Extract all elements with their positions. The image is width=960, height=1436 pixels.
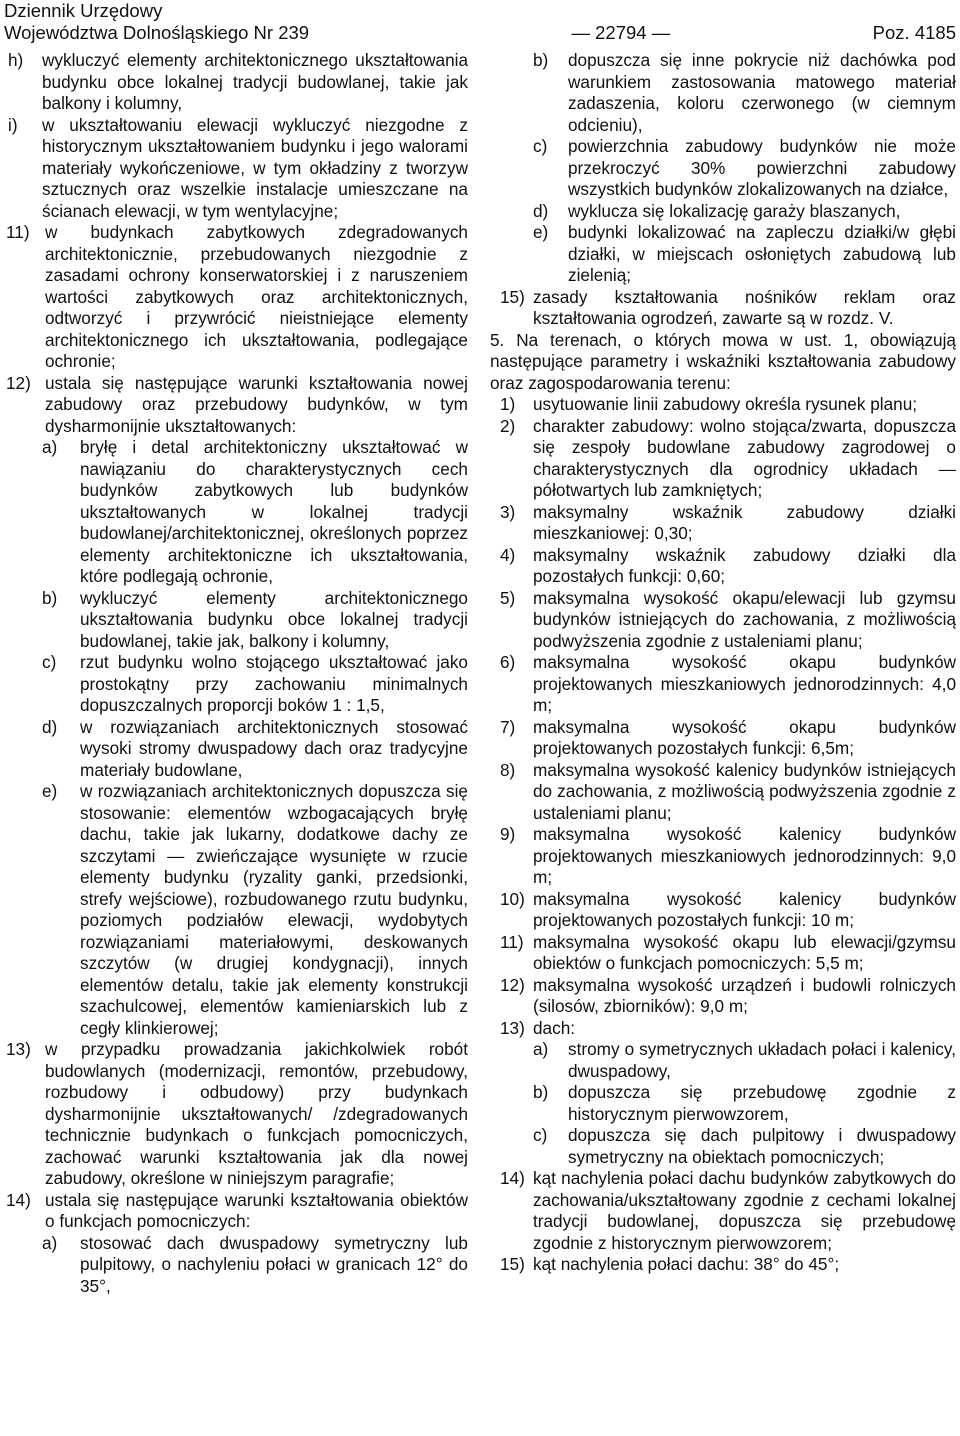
item-label: 9) <box>500 824 516 844</box>
item-label: b) <box>533 1082 549 1102</box>
list-item <box>490 824 956 889</box>
item-text: dopuszcza się inne pokrycie niż dachówka pod warunkiem zastosowania matowego materiał zadaszenia, koloru czerwonego (w ciemnym odcieniu), <box>568 50 956 135</box>
item-text: bryłę i detal architektoniczny ukształtować w nawiązaniu do charakterystycznych cech budynków zabytkowych lub budynków ukształtowanych w lokalnej tradycji budowlanej/architektonicznej, określonych poprzez elementy architektoniczne ich ukształtowania, które podlegają ochronie, <box>80 437 468 586</box>
list-item <box>6 222 468 373</box>
left-column <box>6 50 468 1297</box>
province-label: Województwa Dolnośląskiego Nr 239 <box>4 22 310 43</box>
item-label: b) <box>533 50 549 70</box>
item-label: 10) <box>500 888 525 909</box>
item-text: ustala się następujące warunki kształtowania obiektów o funkcjach pomocniczych: <box>45 1189 468 1231</box>
item-label: a) <box>42 437 58 457</box>
item-text: rzut budynku wolno stojącego ukształtować jako prostokątny przy zachowaniu minimalnych dopuszczalnych proporcji boków 1 : 1,5, <box>80 652 468 715</box>
item-text: maksymalna wysokość okapu budynków projektowanych mieszkaniowych jednorodzinnych: 4,0 m; <box>533 652 956 715</box>
list-item <box>490 330 956 395</box>
item-text: stosować dach dwuspadowy symetryczny lub pulpitowy, o nachyleniu połaci w granicach 12° do 35°, <box>80 1232 468 1296</box>
item-label: 14) <box>500 1168 525 1188</box>
item-text: w przypadku prowadzania jakichkolwiek robót budowlanych (modernizacji, remontów, przebudowy, rozbudowy i odbudowy) przy budynkach dysharmonijnie ukształtowanych/ /zdegradowanych technicznie budynkach o funkcjach pomocniczych, zachować warunki kształtowania jak dla nowej zabudowy, określone w niniejszym paragrafie; <box>45 1039 468 1188</box>
item-label: e) <box>533 222 549 242</box>
item-text: w ukształtowaniu elewacji wykluczyć niezgodne z historycznym ukształtowaniem budynku i jego walorami materiały wykończeniowe, w tym okładziny z tworzyw sztucznych oraz wszelkie instalacje umieszczane na ścianach elewacji, w tym wentylacyjne; <box>42 114 468 221</box>
item-text: maksymalna wysokość okapu lub elewacji/gzymsu obiektów o funkcjach pomocniczych: 5,5 m; <box>533 931 956 973</box>
list-item <box>490 394 956 416</box>
page-number: — 22794 — <box>571 22 671 43</box>
item-label: c) <box>42 652 57 672</box>
item-text: wykluczyć elementy architektonicznego ukształtowania budynku obce lokalnej tradycji budowlanej, takie jak, balkony i kolumny, <box>80 587 468 651</box>
position-label: Poz. 4185 <box>872 22 956 43</box>
item-text: dach: <box>533 1017 576 1038</box>
item-label: 6) <box>500 652 516 672</box>
item-label: 13) <box>6 1039 31 1059</box>
item-text: kąt nachylenia połaci dachu: 38° do 45°; <box>533 1254 840 1274</box>
item-label: 11) <box>6 222 30 242</box>
list-item <box>490 717 956 760</box>
item-label: 15) <box>500 1254 525 1274</box>
item-label: 4) <box>500 544 516 565</box>
list-item <box>490 50 956 136</box>
item-label: c) <box>533 136 548 156</box>
item-label: 1) <box>500 394 516 414</box>
list-item <box>6 1233 468 1298</box>
item-text: dopuszcza się przebudowę zgodnie z historycznym pierwowzorem, <box>568 1082 956 1124</box>
item-label: 12) <box>500 974 525 995</box>
item-label: d) <box>533 200 549 221</box>
item-label: b) <box>42 587 58 608</box>
list-item <box>490 1039 956 1082</box>
list-item <box>490 889 956 932</box>
item-text: w budynkach zabytkowych zdegradowanych architektonicznie, przebudowanych niezgodnie z zasadami ochrony konserwatorskiej i z naruszeniem wartości zabytkowych oraz architektonicznych, odtworzyć i przywrócić nieistniejące elementy architektonicznego ich ukształtowania, podlegające ochronie; <box>45 222 468 371</box>
item-label: a) <box>42 1232 58 1253</box>
item-text: w rozwiązaniach architektonicznych stosować wysoki stromy dwuspadowy dach oraz tradycyjne materiały budowlane, <box>80 716 468 780</box>
item-label: d) <box>42 716 58 737</box>
list-item <box>6 588 468 653</box>
item-text: w rozwiązaniach architektonicznych dopuszcza się stosowanie: elementów wzbogacających bryłę dachu, takie jak lukarny, dodatkowe dachy ze szczytami — zwieńczające wysunięte w rzucie elementy budynku (ryzality ganki, przedsionki, strefy wejściowe), rozbudowanego rzutu budynku, poziomych podziałów elewacji, wydobytych rozwiązaniami materiałowymi, deskowanych szczytów (w drugiej kondygnacji), innych elementów detalu, takie jak elementy konstrukcji szachulcowej, elementów kamieniarskich lub z cegły klinkierowej; <box>80 781 468 1038</box>
list-item <box>490 1082 956 1125</box>
item-label: 15) <box>500 286 525 307</box>
item-text: powierzchnia zabudowy budynków nie może przekroczyć 30% powierzchni zabudowy wszystkich budynków zlokalizowanych na działce, <box>568 136 956 199</box>
list-item <box>6 50 468 115</box>
list-item <box>6 373 468 438</box>
item-text: maksymalna wysokość kalenicy budynków projektowanych mieszkaniowych jednorodzinnych: 9,0 m; <box>533 824 956 887</box>
list-item <box>490 545 956 588</box>
item-text: kąt nachylenia połaci dachu budynków zabytkowych do zachowania/ukształtowany zgodnie z cechami lokalnej tradycji budowlanej, dopuszcza się przebudowę zgodnie z historycznym pierwowzorem; <box>533 1168 956 1253</box>
item-label: h) <box>8 50 24 70</box>
list-item <box>490 136 956 201</box>
item-label: 5) <box>500 587 516 608</box>
item-label: i) <box>8 114 18 135</box>
item-label: 3) <box>500 501 516 522</box>
list-item <box>490 975 956 1018</box>
item-label: 12) <box>6 372 31 393</box>
journal-title: Dziennik Urzędowy <box>4 0 163 21</box>
item-text: zasady kształtowania nośników reklam oraz kształtowania ogrodzeń, zawarte są w rozdz. V. <box>533 286 956 328</box>
page-header <box>4 0 956 44</box>
item-text: charakter zabudowy: wolno stojąca/zwarta, dopuszcza się zespoły budowlane zabudowy zagrodowej o charakterystycznych dla ogrodnicy układach — półotwartych lub zamkniętych; <box>533 415 956 500</box>
list-item <box>490 201 956 223</box>
item-text: maksymalna wysokość kalenicy budynków istniejących do zachowania, z możliwością podwyższenia zgodnie z ustaleniami planu; <box>533 759 956 823</box>
list-item <box>490 652 956 717</box>
list-item <box>490 502 956 545</box>
item-text: maksymalna wysokość okapu/elewacji lub gzymsu budynków istniejących do zachowania, z możliwością podwyższenia zgodnie z ustaleniami planu; <box>533 587 956 651</box>
item-label: c) <box>533 1125 548 1145</box>
list-item <box>490 287 956 330</box>
list-item <box>490 588 956 653</box>
list-item <box>6 1190 468 1233</box>
item-text: wykluczyć elementy architektonicznego ukształtowania budynku obce lokalnej tradycji budowlanej, takie jak balkony i kolumny, <box>42 50 468 113</box>
item-text: usytuowanie linii zabudowy określa rysunek planu; <box>533 394 918 414</box>
item-text: wyklucza się lokalizację garaży blaszanych, <box>568 200 901 221</box>
right-column <box>490 50 956 1276</box>
item-label: 14) <box>6 1189 31 1210</box>
item-label: e) <box>42 781 58 801</box>
list-item <box>6 781 468 1039</box>
item-text: ustala się następujące warunki kształtowania nowej zabudowy oraz przebudowy budynków, w tym dysharmonijnie ukształtowanych: <box>45 372 468 436</box>
list-item <box>6 1039 468 1190</box>
item-text: stromy o symetrycznych układach połaci i kalenicy, dwuspadowy, <box>568 1039 956 1081</box>
list-item <box>490 1018 956 1040</box>
item-text: maksymalna wysokość kalenicy budynków projektowanych pozostałych funkcji: 10 m; <box>533 888 956 930</box>
list-item <box>490 222 956 287</box>
item-text: maksymalna wysokość urządzeń i budowli rolniczych (silosów, zbiorników): 9,0 m; <box>533 974 956 1016</box>
item-text: maksymalny wskaźnik zabudowy działki mieszkaniowej: 0,30; <box>533 501 956 543</box>
list-item <box>6 652 468 717</box>
list-item <box>490 1254 956 1276</box>
list-item <box>490 1125 956 1168</box>
list-item <box>490 1168 956 1254</box>
item-text: maksymalna wysokość okapu budynków projektowanych pozostałych funkcji: 6,5m; <box>533 716 956 758</box>
item-label: 8) <box>500 759 516 780</box>
list-item <box>490 760 956 825</box>
header-row <box>4 22 956 44</box>
item-label: 7) <box>500 716 516 737</box>
item-label: a) <box>533 1039 549 1059</box>
list-item <box>6 717 468 782</box>
list-item <box>490 932 956 975</box>
item-label: 2) <box>500 415 516 436</box>
list-item <box>490 416 956 502</box>
item-text: 5. Na terenach, o których mowa w ust. 1, obowiązują następujące parametry i wskaźniki kształtowania zabudowy oraz zagospodarowania terenu: <box>490 329 956 393</box>
item-text: maksymalny wskaźnik zabudowy działki dla pozostałych funkcji: 0,60; <box>533 544 956 586</box>
list-item <box>6 115 468 223</box>
item-label: 13) <box>500 1017 525 1038</box>
list-item <box>6 437 468 588</box>
item-label: 11) <box>500 931 524 952</box>
item-text: dopuszcza się dach pulpitowy i dwuspadowy symetryczny na obiektach pomocniczych; <box>568 1125 956 1167</box>
item-text: budynki lokalizować na zapleczu działki/w głębi działki, w miejscach osłoniętych zabudową lub zielenią; <box>568 222 956 285</box>
